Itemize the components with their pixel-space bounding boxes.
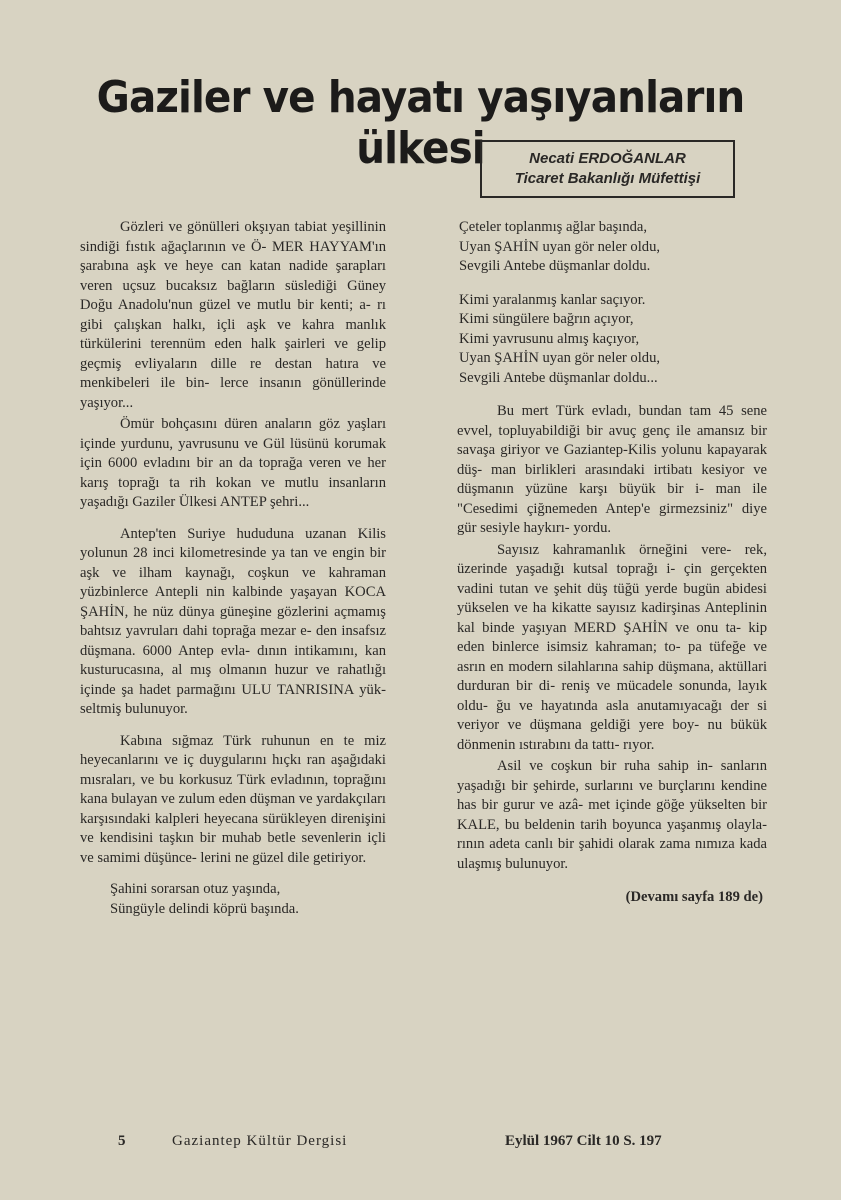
right-column xyxy=(457,218,767,908)
paragraph: Sayısız kahramanlık örneğini vere- rek, üzerinde yaşadığı kutsal toprağı i- çin gerçekten vadini tutan ve şehit düş tüğü yerde bugün abidesi yükselen ve ha kikatte sayısız kadirşinas Anteplinin kal binde yaşıyan MERD ŞAHİN ve onu ta- kip eden binlerce isimsiz kahraman; to- pa tüfeğe ve asrın en modern silahlarına sahip düşmana, aktüllari durduran bir di- reniş ve mücadele sonunda, layık oldu- ğu ve hayatında asla anutamıyacağı der si veriyor ve düşmana geldiği yere boy- nu bükük dönmenin ıstırabını da tattı- rıyor. xyxy=(457,541,767,753)
verse xyxy=(457,291,767,389)
paragraph: Antep'ten Suriye hududuna uzanan Kilis yolunun 28 inci kilometresinde ya tan ve engin bir aşk ve ilham kaynağı, coşkun ve kahraman yüzbinlerce Antepli nin kalbinde yaşayan KOCA ŞAHİN, he nüz dünya güneşine gözlerini açmamış bahtsız yavruları dahi toprağa mezar e- den insafsız düşmana. 6000 Antep evla- dının intikamını, kan kusturucasına, al mış olmanın huzur ve rahatlığı içinde şa hadet parmağını ULU TANRISINA yük- seltmiş bulunuyor. xyxy=(80,525,386,717)
verse xyxy=(457,218,767,277)
issue-info: Eylül 1967 Cilt 10 S. 197 xyxy=(505,1133,662,1149)
paragraph: Bu mert Türk evladı, bundan tam 45 sene evvel, topluyabildiği bir avuç genç ile amansız bir savaşa giriyor ve Gaziantep-Kilis yolunu kapayarak düş- man birlikleri arasındaki irtibatı kesiyor ve düşmanın yüzüne karşı büyük bir i- man ile "Cesedimi çiğnemeden Antep'e girmezsiniz" diye gür sesiyle haykırı- yordu. xyxy=(457,403,767,536)
verse-line: Kimi yavrusunu almış kaçıyor, xyxy=(459,330,640,347)
page-number: 5 xyxy=(118,1133,126,1149)
verse-line: Sevgili Antebe düşmanlar doldu. xyxy=(459,258,651,274)
paragraph: Kabına sığmaz Türk ruhunun en te miz heyecanlarını ve iç duygularını hıçkı ran aşağıdaki mısraları, ve bu korkusuz Türk evladının, toprağını kana bulayan ve zulum eden düşman ve yardakçıları karşısındaki kalpleri heyecana sürükleyen direnişini ve kendisini taşkın bir muhab betle sevenlerin içli ve samimi düşünce- lerini ne güzel dile getiriyor. xyxy=(80,732,386,866)
paragraph: Gözleri ve gönülleri okşıyan tabiat yeşillinin sindiği fıstık ağaçlarının ve Ö- MER HAYYAM'ın şarabına aşk ve heye can katan nadide şarapları veren uçsuz bucaksız bağların süslediği Güney Doğu Anadolu'nun güzel ve mutlu bir kenti; a- rı gibi çalışkan halkı, içli aşk ve kahra manlık türkülerini terennüm eden halk şairleri ve gelip geçmiş evliyaların dille re destan hatıra ve menkibeleri ile bin- lerce insanın gönüllerinde yaşıyor... xyxy=(80,219,386,411)
verse-line: Sevgili Antebe düşmanlar doldu... xyxy=(459,369,658,386)
verse-line: Kimi yaralanmış kanlar saçıyor. xyxy=(459,291,646,308)
author-name: Necati ERDOĞANLAR xyxy=(529,150,686,167)
verse-line: Uyan ŞAHİN uyan gör neler oldu, xyxy=(459,238,661,255)
left-column xyxy=(80,218,386,933)
paragraph: Ömür bohçasını düren anaların göz yaşları içinde yurdunu, yavrusunu ve Gül lüsünü korumak için 6000 evladını bir an da toprağa veren ve her karış toprağı ta rih kokan ve mutlu insanların yaşadığı Gaziler Ülkesi ANTEP şehri... xyxy=(80,416,386,510)
verse xyxy=(80,880,386,919)
author-box xyxy=(480,140,735,198)
verse-line: Çeteler toplanmış ağlar başında, xyxy=(459,219,648,235)
verse-line: Süngüyle delindi köprü başında. xyxy=(110,900,299,917)
author-position: Ticaret Bakanlığı Müfettişi xyxy=(514,170,701,187)
magazine-name: Gaziantep Kültür Dergisi xyxy=(172,1133,348,1149)
verse-line: Uyan ŞAHİN uyan gör neler oldu, xyxy=(459,350,661,366)
verse-line: Kimi süngülere bağrın açıyor, xyxy=(459,311,634,327)
page-title: Gaziler ve hayatı yaşıyanların ülkesi xyxy=(96,72,745,174)
paragraph: Asil ve coşkun bir ruha sahip in- sanların yaşadığı bir şehirde, surlarını ve burçlarını kendine has bir gurur ve azâ- met içinde göğe yükselten bir KALE, bu beldenin tarih boyunca yaşanmış olayla- rının adeta canlı bir şahidi olarak zama nımıza kada ulaşmış bulunuyor. xyxy=(457,758,767,872)
continued-note: (Devamı sayfa 189 de) xyxy=(625,889,763,905)
verse-line: Şahini sorarsan otuz yaşında, xyxy=(110,881,281,897)
